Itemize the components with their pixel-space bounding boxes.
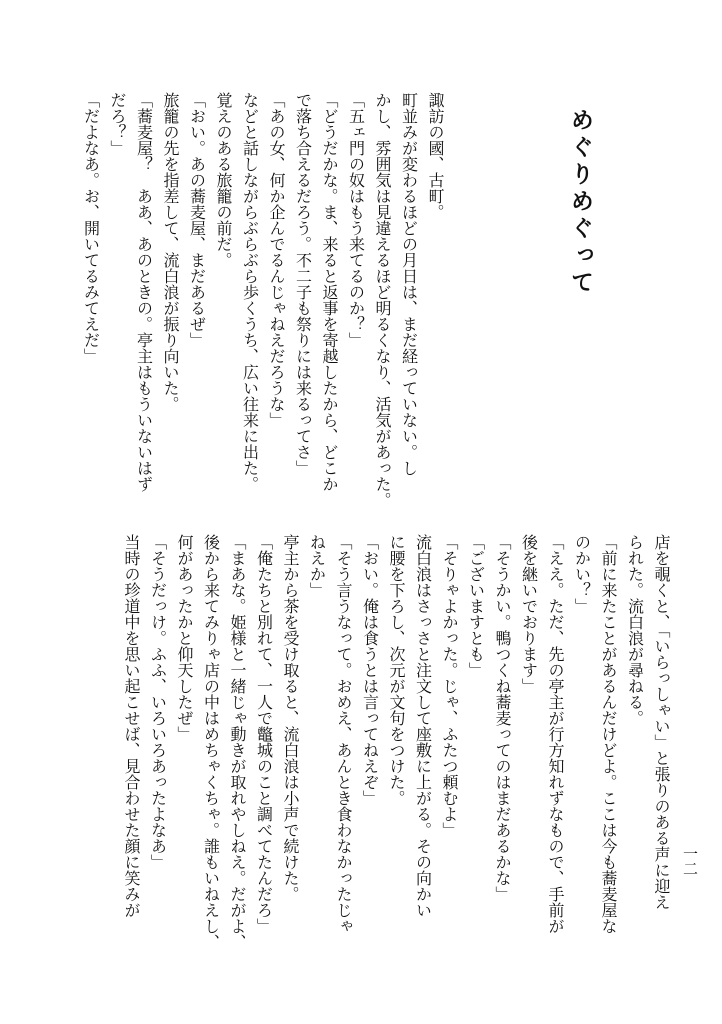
chapter-title: めぐりめぐって (567, 108, 594, 297)
text-line: 流白浪はさっさと注文して座敷に上がる。その向かい (413, 534, 433, 918)
text-line: 「おい。あの蕎麦屋、まだあるぜ」 (187, 92, 207, 348)
text-line: 後から来てみりゃ店の中はめちゃくちゃ。誰もいねえし、 (201, 534, 221, 950)
text-line: 「俺たちと別れて、一人で鼈城のこと調べてたんだろ」 (254, 534, 274, 934)
text-line: 「あの女、何か企んでるんじゃねえだろうな」 (267, 92, 286, 428)
text-line: 「そう言うなって。おめえ、あんとき食わなかったじゃ (334, 534, 353, 934)
text-line: 「そうだっけ。ふふ、いろいろあったよなあ」 (148, 534, 168, 870)
text-line: 「前に来たことがあるんだけどよ。ここは今も蕎麦屋な (599, 534, 618, 934)
text-line: ねえか」 (307, 534, 327, 598)
text-line: 店を覗くと、「いらっしゃい」と張りのある声に迎え (652, 534, 671, 910)
text-line: 「ええ。ただ、先の亭主が行方知れずなもので、手前が (546, 534, 565, 934)
upper-text-block (81, 92, 448, 522)
text-line: 「だよなあ。お、開いてるみてえだ」 (81, 92, 101, 364)
text-line: 当時の珍道中を思い起こせば、見合わせた顔に笑みが (122, 534, 141, 918)
text-line: 「まあな。姫様と一緒じゃ動きが取れやしねえ。だがよ、 (228, 534, 247, 950)
text-line: 町並みが変わるほどの月日は、まだ経っていない。し (399, 92, 419, 476)
text-line: られた。流白浪が尋ねる。 (625, 534, 645, 726)
text-line: 「そりゃよかった。じゃ、ふたつ頼むよ」 (440, 534, 459, 838)
text-line: 旅籠の先を指差して、流白浪が振り向いた。 (161, 92, 180, 412)
text-line: のかい？」 (572, 534, 592, 614)
text-line: などと話しながらぶらぶら歩くうち、広い往来に出た。 (240, 92, 260, 492)
text-line: 「蕎麦屋？ ああ、あのときの。亭主はもういないはず (134, 92, 154, 492)
text-line: 「ございますとも」 (466, 534, 486, 678)
text-line: に腰を下ろし、次元が文句をつけた。 (387, 534, 406, 806)
text-line: 「そうかい。鴨つくね蕎麦ってのはまだあるかな」 (493, 534, 512, 902)
text-line: 覚えのある旅籠の前だ。 (214, 92, 233, 268)
text-line: 亭主から茶を受け取ると、流白浪は小声で続けた。 (281, 534, 300, 902)
text-line: で落ち合えるだろう。不二子も祭りには来るってさ」 (293, 92, 313, 476)
text-line: かし、雰囲気は見違えるほど明るくなり、活気があった。 (373, 92, 392, 508)
lower-text-block (108, 534, 674, 974)
text-line: 「おい。俺は食うとは言ってねえぞ」 (360, 534, 380, 806)
text-line: 後を継いでおります」 (519, 534, 539, 694)
text-line: 「五ェ門の奴はもう来てるのか？」 (346, 92, 366, 348)
page-number: 一二 (681, 846, 699, 876)
text-line: 「どうだかな。ま、来ると返事を寄越したから、どこか (320, 92, 339, 492)
text-line: 諏訪の國、古町。 (426, 92, 445, 220)
text-line: だろ？」 (108, 92, 127, 156)
text-line: 何があったかと仰天したぜ」 (175, 534, 194, 742)
